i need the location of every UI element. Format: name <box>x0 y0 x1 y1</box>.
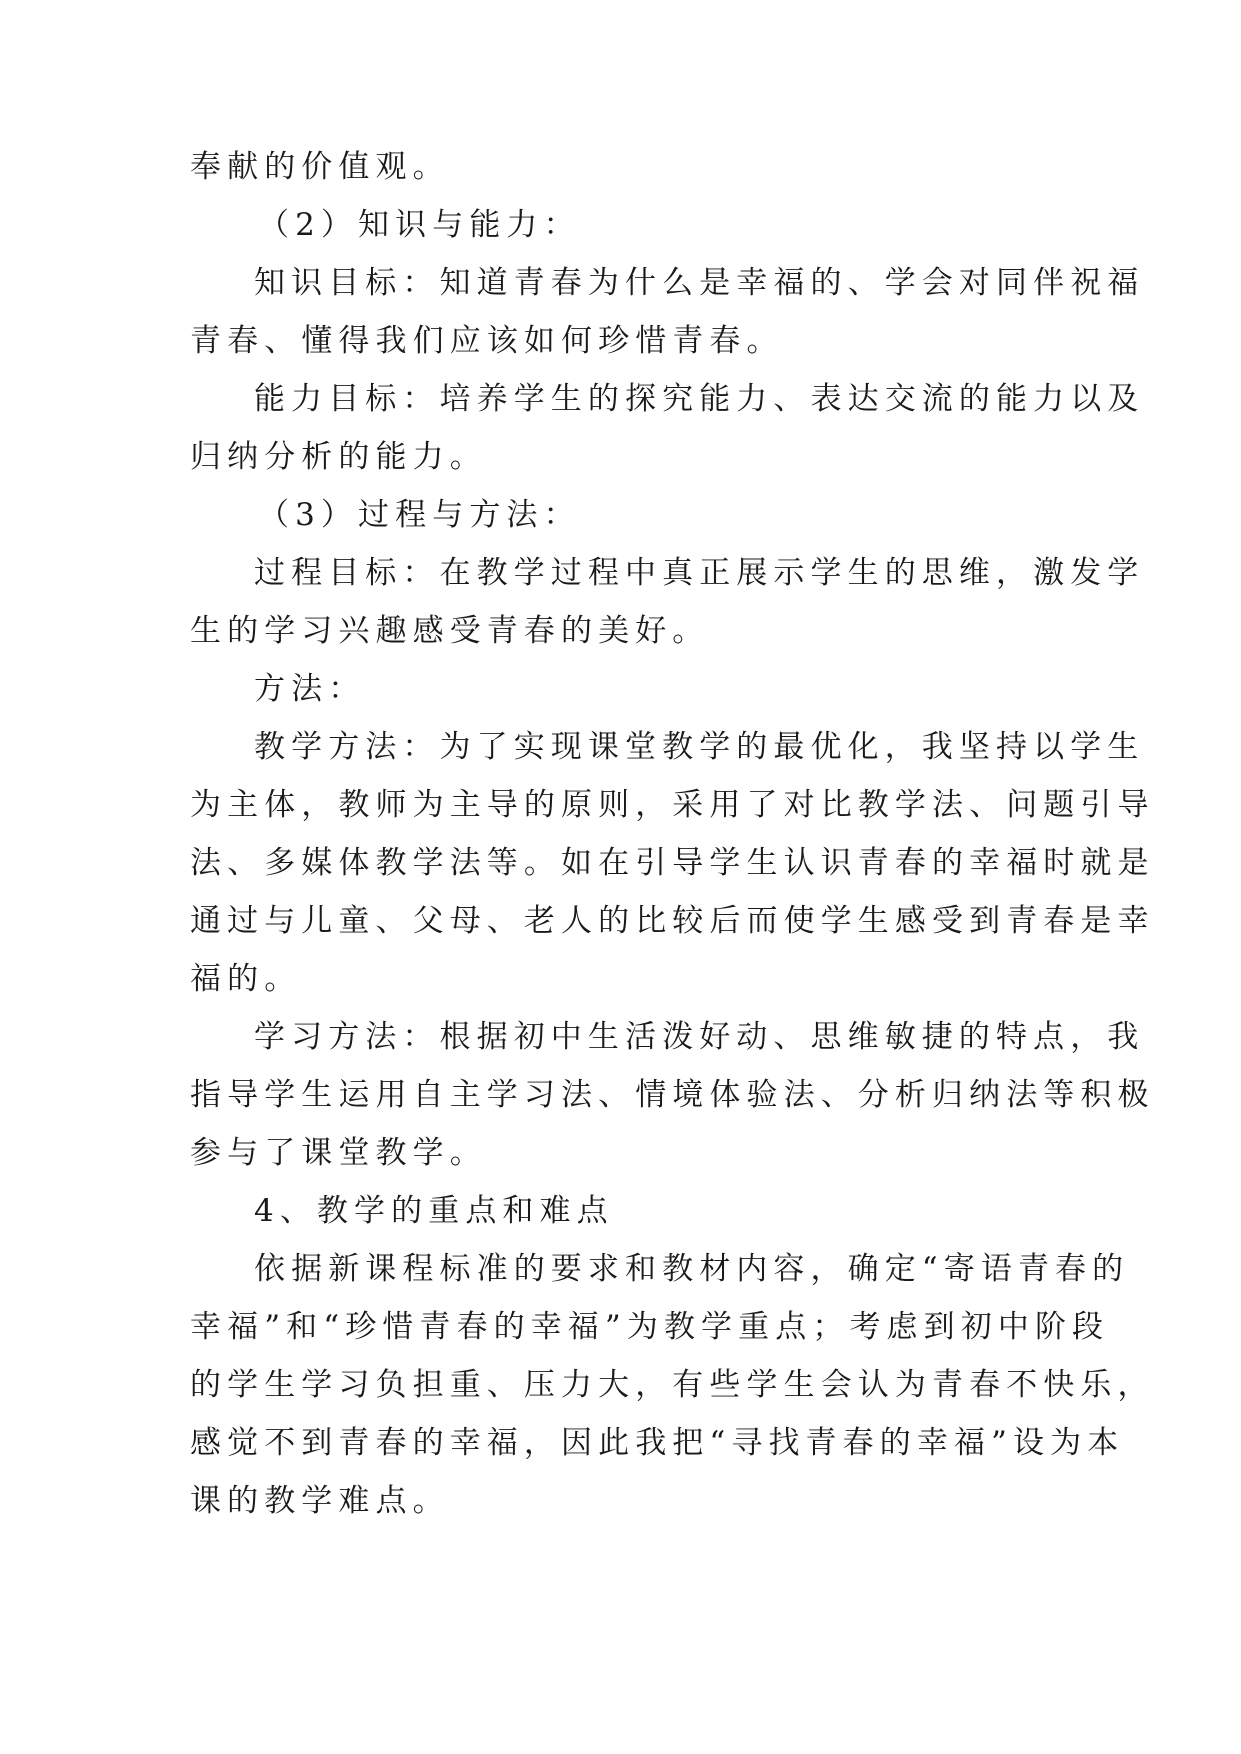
paragraph-line: 感觉不到青春的幸福，因此我把“寻找青春的幸福”设为本 <box>190 1425 1125 1461</box>
paragraph-line: 生的学习兴趣感受青春的美好。 <box>190 613 710 649</box>
paragraph-line: 课的教学难点。 <box>190 1483 450 1519</box>
section-heading: （3）过程与方法： <box>258 497 581 533</box>
paragraph-line: 为主体，教师为主导的原则，采用了对比教学法、问题引导 <box>190 787 1155 823</box>
paragraph-line: 教学方法：为了实现课堂教学的最优化，我坚持以学生 <box>254 729 1145 765</box>
paragraph-line: 依据新课程标准的要求和教材内容，确定“寄语青春的 <box>254 1251 1130 1287</box>
paragraph-line: 通过与儿童、父母、老人的比较后而使学生感受到青春是幸 <box>190 903 1155 939</box>
paragraph-line: 幸福”和“珍惜青春的幸福”为教学重点；考虑到初中阶段 <box>190 1309 1110 1345</box>
paragraph-line: 奉献的价值观。 <box>190 149 450 185</box>
paragraph-line: 学习方法：根据初中生活泼好动、思维敏捷的特点，我 <box>254 1019 1145 1055</box>
paragraph-line: 参与了课堂教学。 <box>190 1135 487 1171</box>
paragraph-line: 归纳分析的能力。 <box>190 439 487 475</box>
paragraph-line: 能力目标：培养学生的探究能力、表达交流的能力以及 <box>254 381 1145 417</box>
paragraph-line: 方法： <box>254 671 366 707</box>
paragraph-line: 法、多媒体教学法等。如在引导学生认识青春的幸福时就是 <box>190 845 1155 881</box>
section-heading: 4、教学的重点和难点 <box>254 1193 614 1229</box>
paragraph-line: 指导学生运用自主学习法、情境体验法、分析归纳法等积极 <box>190 1077 1155 1113</box>
section-heading: （2）知识与能力： <box>258 207 581 243</box>
paragraph-line: 福的。 <box>190 961 302 997</box>
paragraph-line: 的学生学习负担重、压力大，有些学生会认为青春不快乐， <box>190 1367 1155 1403</box>
paragraph-line: 知识目标：知道青春为什么是幸福的、学会对同伴祝福 <box>254 265 1145 301</box>
paragraph-line: 青春、懂得我们应该如何珍惜青春。 <box>190 323 784 359</box>
paragraph-line: 过程目标：在教学过程中真正展示学生的思维，激发学 <box>254 555 1145 591</box>
